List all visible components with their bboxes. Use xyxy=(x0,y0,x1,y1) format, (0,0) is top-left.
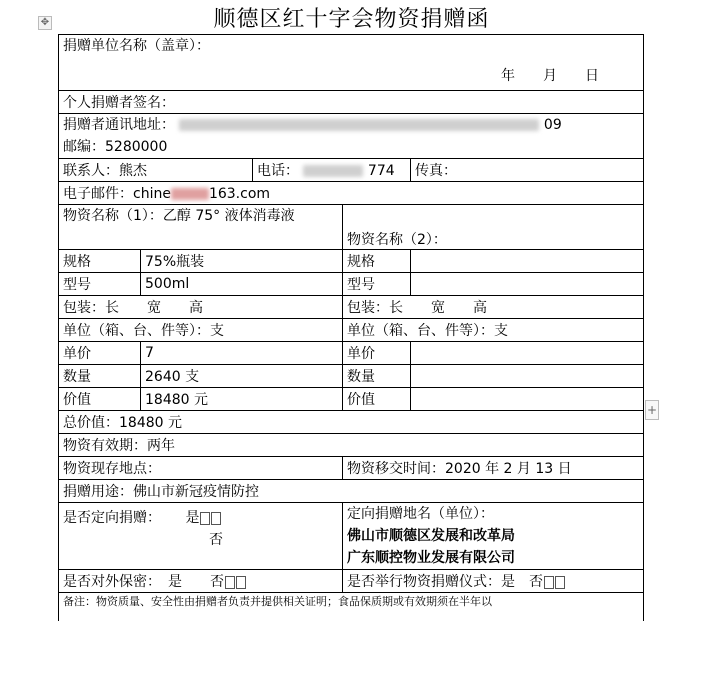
email-suffix: 163.com xyxy=(208,186,271,202)
phone-label: 电话： xyxy=(257,163,299,179)
add-column-button[interactable]: + xyxy=(645,400,659,420)
table-row xyxy=(59,182,644,205)
directed-target-2: 广东顺控物业发展有限公司 xyxy=(347,550,515,566)
spec-label-2: 规格 xyxy=(343,250,411,273)
table-row xyxy=(59,250,644,273)
contact: 联系人：熊杰 xyxy=(59,159,253,182)
spec-value: 75%瓶装 xyxy=(141,250,343,273)
package-2: 包装：长 宽 高 xyxy=(343,296,644,319)
model-label: 型号 xyxy=(59,273,141,296)
quantity-label-2: 数量 xyxy=(343,365,411,388)
email-prefix: 电子邮件：chine xyxy=(63,186,171,202)
redacted-address xyxy=(179,119,539,131)
donation-form-table xyxy=(58,34,644,621)
table-row xyxy=(59,35,644,91)
item2-name: 物资名称（2）： xyxy=(343,205,644,250)
table-row xyxy=(59,457,644,480)
confidential: 是否对外保密： 是 否 xyxy=(63,574,224,590)
checkbox-ceremony-no[interactable] xyxy=(544,576,554,589)
table-row xyxy=(59,91,644,114)
unit-2: 单位（箱、台、件等）：支 xyxy=(343,319,644,342)
total-value: 总价值：18480 元 xyxy=(59,411,644,434)
table-row xyxy=(59,570,644,593)
checkbox-yes-2[interactable] xyxy=(211,512,221,525)
directed-yes: 是 xyxy=(185,510,200,526)
table-row xyxy=(59,388,644,411)
checkbox-ceremony-no-2[interactable] xyxy=(555,576,565,589)
ceremony: 是否举行物资捐赠仪式：是 否 xyxy=(347,574,543,590)
validity: 物资有效期：两年 xyxy=(59,434,644,457)
unit: 单位（箱、台、件等）：支 xyxy=(59,319,343,342)
remark: 备注：物资质量、安全性由捐赠者负责并提供相关证明；食品保质期或有效期须在半年以 xyxy=(63,595,492,608)
address-tail: 09 xyxy=(543,117,562,133)
table-row xyxy=(59,205,644,250)
table-row xyxy=(59,296,644,319)
date-line: 年 月 日 xyxy=(501,68,600,84)
model-value: 500ml xyxy=(141,273,343,296)
value-value: 18480 元 xyxy=(141,388,343,411)
table-move-handle[interactable]: ✥ xyxy=(38,16,52,30)
table-row xyxy=(59,159,644,182)
model-label-2: 型号 xyxy=(343,273,411,296)
directed-label: 是否定向捐赠： xyxy=(63,510,161,526)
donor-unit-label: 捐赠单位名称（盖章）： xyxy=(63,38,210,54)
quantity-value: 2640 支 xyxy=(141,365,343,388)
address-label: 捐赠者通讯地址： xyxy=(63,117,175,133)
fax: 传真： xyxy=(411,159,644,182)
quantity-label: 数量 xyxy=(59,365,141,388)
table-row xyxy=(59,273,644,296)
unit-price-label: 单价 xyxy=(59,342,141,365)
address-line xyxy=(63,114,639,136)
package: 包装：长 宽 高 xyxy=(59,296,343,319)
table-row xyxy=(59,411,644,434)
transfer-time: 物资移交时间：2020 年 2 月 13 日 xyxy=(343,457,644,480)
directed-target-label: 定向捐赠地名（单位）： xyxy=(347,506,494,522)
storage-location: 物资现存地点： xyxy=(59,457,343,480)
table-row xyxy=(59,319,644,342)
item1-name: 物资名称（1）：乙醇 75° 液体消毒液 xyxy=(59,205,343,250)
checkbox-yes[interactable] xyxy=(200,512,210,525)
page-title: 顺德区红十字会物资捐赠函 xyxy=(213,7,490,32)
unit-price-value: 7 xyxy=(141,342,343,365)
spec-label: 规格 xyxy=(59,250,141,273)
value-label-2: 价值 xyxy=(343,388,411,411)
table-row xyxy=(59,434,644,457)
table-row xyxy=(59,342,644,365)
redacted-email xyxy=(171,188,209,200)
redacted-phone xyxy=(303,165,363,177)
checkbox-confidential-no[interactable] xyxy=(225,576,235,589)
directed-target-1: 佛山市顺德区发展和改革局 xyxy=(347,528,515,544)
individual-signature: 个人捐赠者签名： xyxy=(59,91,644,114)
value-label: 价值 xyxy=(59,388,141,411)
checkbox-confidential-no-2[interactable] xyxy=(236,576,246,589)
table-row xyxy=(59,593,644,622)
table-row xyxy=(59,114,644,159)
postcode: 邮编：5280000 xyxy=(63,139,168,155)
phone-tail: 774 xyxy=(367,163,395,179)
table-row xyxy=(59,480,644,503)
table-row xyxy=(59,503,644,570)
purpose: 捐赠用途：佛山市新冠疫情防控 xyxy=(59,480,644,503)
directed-no: 否 xyxy=(209,532,223,548)
unit-price-label-2: 单价 xyxy=(343,342,411,365)
table-row xyxy=(59,365,644,388)
